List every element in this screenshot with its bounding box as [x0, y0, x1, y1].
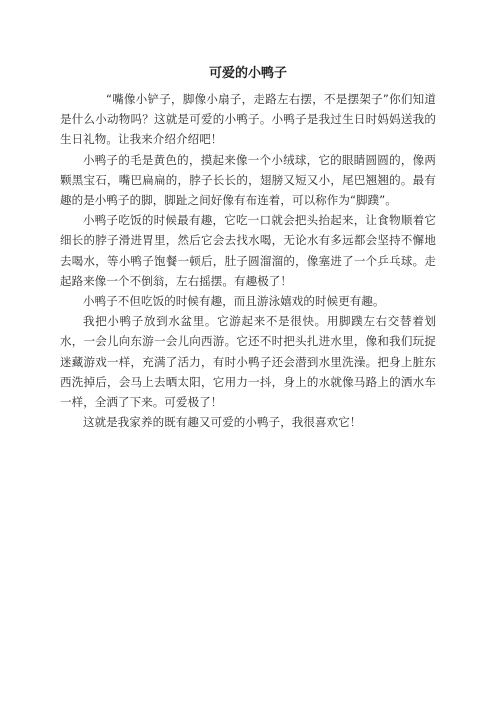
paragraph-4: 小鸭子不但吃饭的时候有趣，而且游泳嬉戏的时候更有趣。: [83, 294, 385, 309]
paragraph-1: “嘴像小铲子，脚像小扇子，走路左右摆，不是摆架子”你们知道是什么小动物吗？这就是可爱的小鸭子。小鸭子是我过生日时妈妈送我的生日礼物。让我来介绍介绍吧！: [60, 92, 436, 147]
paragraph-5: 我把小鸭子放到水盆里。它游起来不是很快。用脚蹼左右交替着划水，一会儿向东游一会儿向西游。它还不时把头扎进水里，像和我们玩捉迷藏游戏一样，充满了活力，有时小鸭子还会潜到水里洗澡。把身上脏东西洗掉后，会马上去晒太阳，它用力一抖，身上的水就像马路上的洒水车一样，全洒了下来。可爱极了！: [60, 314, 436, 410]
paragraph-6: 这就是我家养的既有趣又可爱的小鸭子，我很喜欢它！: [83, 415, 362, 430]
document-title: 可爱的小鸭子: [208, 66, 287, 81]
paragraph-3: 小鸭子吃饭的时候最有趣，它吃一口就会把头抬起来，让食物顺着它细长的脖子滑进胃里，然后它会去找水喝，无论水有多远都会坚持不懈地去喝水，等小鸭子饱餐一顿后，肚子圆溜溜的，像塞进了一个乒乓球。走起路来像一个不倒翁，左右摇摆。有趣极了！: [60, 213, 436, 288]
paragraph-2: 小鸭子的毛是黄色的，摸起来像一个小绒球，它的眼睛圆圆的，像两颗黑宝石，嘴巴扁扁的，脖子长长的，翅膀又短又小，尾巴翘翘的。最有趣的是小鸭子的脚，脚趾之间好像有布连着，可以称作为“脚蹼”。: [60, 152, 436, 208]
